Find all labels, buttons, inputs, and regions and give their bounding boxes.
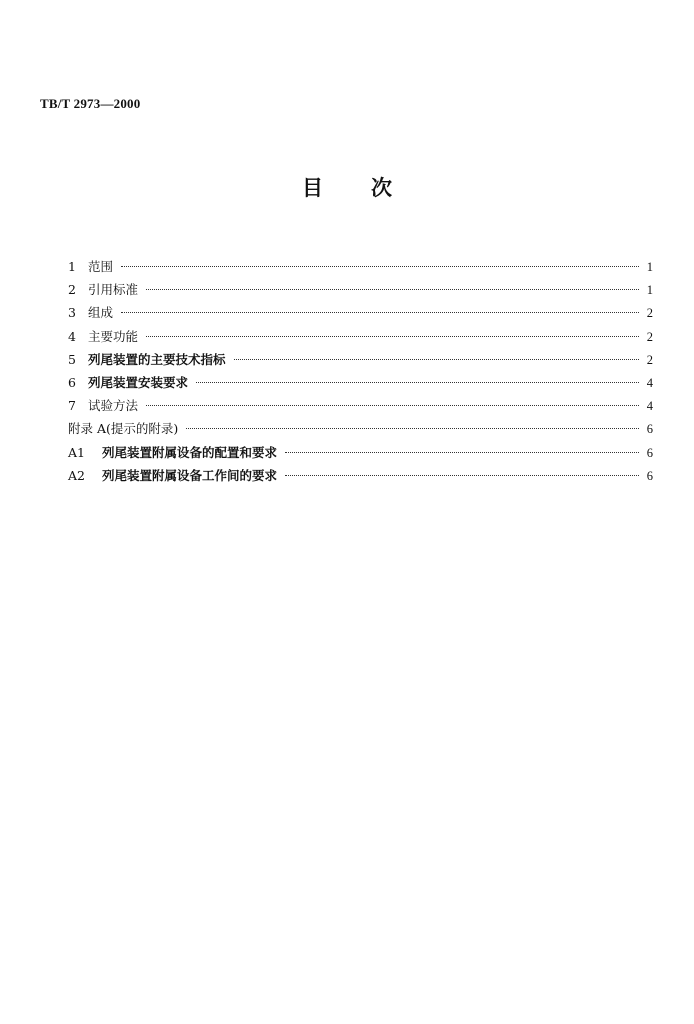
- table-of-contents: [68, 255, 653, 487]
- toc-entry-page: 1: [646, 283, 653, 298]
- toc-entry-label: 列尾装置安装要求: [88, 374, 189, 390]
- toc-entry-number: 4: [68, 328, 76, 344]
- toc-title: 目次: [302, 175, 440, 200]
- toc-entry-a2[interactable]: [68, 464, 653, 487]
- toc-entry-composition[interactable]: [68, 301, 653, 324]
- toc-entry-page: 2: [646, 329, 653, 344]
- toc-entry-installation[interactable]: [68, 371, 653, 394]
- dot-leader: [234, 359, 639, 360]
- dot-leader: [146, 336, 639, 337]
- dot-leader: [285, 475, 639, 476]
- toc-entry-technical-specs[interactable]: [68, 348, 653, 371]
- toc-entry-number: 7: [68, 398, 76, 414]
- toc-entry-number: 6: [68, 374, 76, 390]
- toc-entry-page: 6: [646, 445, 653, 460]
- dot-leader: [121, 266, 639, 267]
- dot-leader: [186, 428, 639, 429]
- toc-entry-label: 列尾装置附属设备工作间的要求: [102, 467, 278, 483]
- toc-entry-label: 范围: [88, 259, 114, 274]
- toc-entry-label: 列尾装置附属设备的配置和要求: [102, 444, 278, 460]
- toc-entry-page: 1: [646, 260, 653, 274]
- toc-entry-normative-references[interactable]: [68, 278, 653, 301]
- toc-entry-label: 附录 A(提示的附录): [68, 421, 179, 437]
- toc-entry-number: 3: [68, 305, 76, 321]
- toc-entry-number: 5: [68, 351, 76, 367]
- toc-entry-label: 试验方法: [88, 398, 139, 414]
- toc-entry-page: 4: [646, 375, 653, 390]
- toc-entry-label: 引用标准: [88, 282, 139, 298]
- dot-leader: [146, 405, 639, 406]
- toc-entry-page: 6: [646, 422, 653, 437]
- toc-entry-label: 主要功能: [88, 328, 139, 344]
- toc-entry-page: 2: [646, 306, 653, 321]
- toc-entry-label: 组成: [88, 305, 114, 321]
- toc-entry-test-methods[interactable]: [68, 394, 653, 417]
- toc-entry-page: 4: [646, 399, 653, 414]
- toc-entry-page: 6: [646, 468, 653, 483]
- toc-entry-number: A1: [68, 444, 85, 460]
- toc-entry-appendix-a[interactable]: [68, 417, 653, 440]
- dot-leader: [285, 452, 639, 453]
- toc-entry-number: 1: [68, 259, 76, 274]
- dot-leader: [121, 312, 639, 313]
- toc-entry-number: A2: [68, 467, 85, 483]
- dot-leader: [146, 289, 639, 290]
- toc-entry-page: 2: [646, 352, 653, 367]
- toc-entry-scope[interactable]: [68, 255, 653, 278]
- document-code: TB/T 2973—2000: [40, 96, 141, 111]
- toc-entry-number: 2: [68, 282, 76, 298]
- toc-entry-label: 列尾装置的主要技术指标: [88, 351, 226, 367]
- toc-entry-a1[interactable]: [68, 441, 653, 464]
- dot-leader: [196, 382, 639, 383]
- toc-entry-main-functions[interactable]: [68, 325, 653, 348]
